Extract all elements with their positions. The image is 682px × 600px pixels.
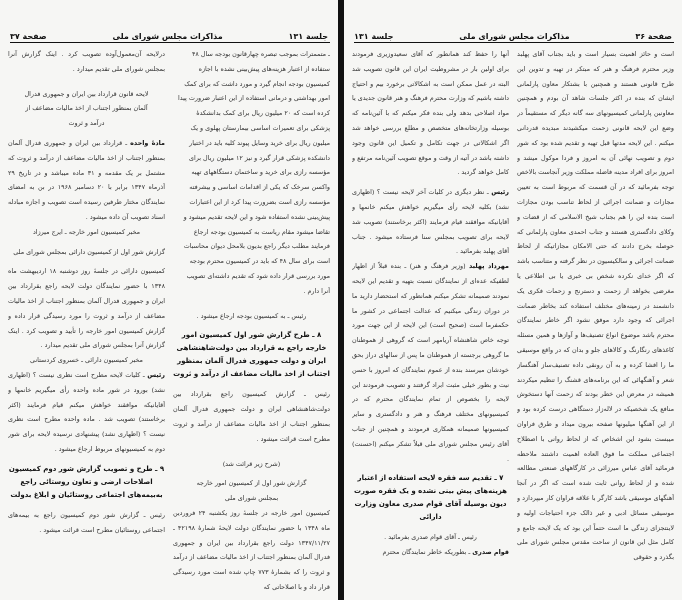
bill-title: درآمد و ثروت <box>68 119 105 128</box>
minister-label: مهرداد پهلبد <box>468 262 509 271</box>
running-head-right <box>354 27 672 41</box>
intro-text: درلایحه آن‌معمول‌آوده تصویب کرد . اینک گزارش آنرا بمجلس شورای ملی تقدیم میدارد . <box>8 50 165 73</box>
right-page <box>344 0 682 600</box>
column-left <box>8 47 165 596</box>
text-line: کمیسیون بودجه انجام گیرد و مورد داشت که برای کمک <box>184 79 330 88</box>
column-right <box>517 47 674 596</box>
text-line: امور بهداشتی و درمانی استفاده از این اعتبار ضرورت پیدا <box>178 94 330 103</box>
page-number: صفحة ۳۷ <box>10 32 47 41</box>
rapporteur-foreign: مخبر کمیسیون امور خارجه ـ ایرج میرزاد <box>32 227 141 236</box>
text-line: میلیون ریال برای خرید وسایل پیوند کلیه باید در اختیار <box>189 138 330 147</box>
text-line: آنرا دارم . <box>303 286 330 295</box>
text-line: کرده است که ۲۰ میلیون ریال برای کمک بدانشکدهٔ <box>196 109 330 118</box>
text-line: پزشکی برای تعمیرات اساسی بیمارستان پهلوی و یک <box>190 123 330 132</box>
running-title: مذاکرات مجلس شورای ملی <box>112 32 223 41</box>
report-body: کمیسیون امور خارجه در جلسهٔ روز یکشنبه ۲۴ فروردین ماه ۱۳۴۸ با حضور نمایندگان دولت لایحهٔ شمارهٔ ۴۲۱۹۸ ـ ۱۳۴۷/۱۱/۲۷ دولت راجع بقرارداد بین ایران و جمهوری فدرال آلمان بمنظور اجتناب از اخذ مالیات مضاعف از درآمد و ثروت را که بشمارهٔ ۷۷۳ چاپ شده است مورد رسیدگی قرار داد و با اصلاحاتی که <box>173 508 330 591</box>
speaker-paragraph <box>352 185 509 259</box>
agenda-item-9-ruling: رئیس ـ گزارش شور دوم کمیسیون راجع به بیمه‌های اجتماعی روستائیان مطرح است قرائت میشود . <box>8 510 165 534</box>
deputy-text: ـ بطوریکه خاطر نمایندگان محترم <box>382 548 471 557</box>
sole-article-text: ـ قرارداد بین ایران و جمهوری فدرال آلمان بمنظور اجتناب از اخذ مالیات مضاعف از درآمد و ثروت که مشتمل بر یک مقدمه و ۳۱ ماده میباشد و در تاریخ ۲۹ آذرماه ۱۳۴۷ برابر با ۲۰ دسامبر ۱۹۶۸ در بن به امضای نمایندگان مختار طرفین رسیده است تصویب و اجازه مبادله اسناد تصویب آن داده میشود . <box>8 138 165 221</box>
speaker-label: رئیس <box>491 188 509 197</box>
speaker-label: رئیس <box>147 370 165 379</box>
left-page <box>0 0 338 600</box>
text-line: تقاضا میشود مقام ریاست به کمیسیون بودجه ارجاع <box>193 227 330 236</box>
finance-report-title: گزارش شور اول از کمیسیون دارائی بمجلس شورای ملی <box>13 247 165 256</box>
text-line: مؤسسه رازی برای خرید و ساختمان دستگاههای تهیه <box>191 168 330 177</box>
column-right <box>173 47 330 596</box>
finance-report-body: کمیسیون دارائی در جلسهٔ روز دوشنبه ۱۸ اردیبهشت ماه ۱۳۴۸ با حضور نمایندگان دولت لایحه راجع بقرارداد بین ایران و جمهوری فدرال آلمان بمنظور اجتناب از اخذ مالیات مضاعف از درآمد و ثروت را مورد رسیدگی قرار داده و گزارش کمیسیون امور خارجه را تأیید و تصویب کرد . اینک گزارش آنرا بمجلس شورای ملی تقدیم میدارد . <box>8 267 165 350</box>
session-number: جلسة ۱۳۱ <box>354 32 394 41</box>
header-rule <box>10 42 330 43</box>
minister-paragraph <box>352 259 509 466</box>
agenda-item-9-heading: ۹ ـ طرح و تصویب گزارش شور دوم کمیسیون اصلاحات ارضی و تعاون روستائی راجع به‌بیمه‌های اجتماعی روستائیان و ابلاغ بدولت <box>8 464 165 499</box>
text-line: دانشکده پزشکی قرار گیرد و نیز ۱۲ میلیون ریال برای <box>188 153 330 162</box>
text-line: واکسن سرخک که یکی از اقدامات اساسی و بیشرفته <box>189 183 330 192</box>
agenda-item-8-heading: ۸ ـ طرح گزارش شور اول کمیسیون امور خارجه راجع به قرارداد بین دولت‌شاهنشاهی ایران و دولت جمهوری فدرال آلمان بمنظور اجتناب از اخذ مالیات مضاعف از درآمد و ثروت <box>173 331 330 379</box>
page-number: صفحة ۳۶ <box>635 32 672 41</box>
minister-text: ـ بنده قبلاً از اظهار لطفیکه عده‌ای از نمایندگان نسبت بتهیه و تقدیم این لایحه نمودند صمیمانه تشکر میکنم همانطور که استحضار دارید ما در دوران زندگی میکنیم که عدالت اجتماعی در کشور ما حکمفرما است (صحیح است) این لایحه از این جهت مورد توجه خاص شاهنشاه آریامهر است که گروهی از هموطنان ما گروهی برجسته از هموطنان ما پس از سالهای دراز بحق خودشان میرسند بنده از عموم نمایندگان که امروز با حسن نیت و بطور خیلی مثبت ابراد گرفتند و تصویب فرمودند این لایحه را بخصوص از تمام نمایندگان محترم که در کمیسیونهای مختلف فرهنگ و هنر و دادگستری و سایر کمیسیونها صمیمانه همکاری فرمودند و همچنین از جناب آقای رئیس مجلس شورای ملی قبلاً تشکر میکنم (احسنت) . <box>352 262 509 463</box>
speaker-text: ـ نظر دیگری در کلیات آخر لایحه نیست ؟ (اظهاری نشد) بکلیه لایحه رأی میگیریم خواهش میکنم خانمها و آقایانیکه موافقند قیام فرمایند (اکثر برخاستند) تصویب شد لایحه برای تصویب بمجلس سنا فرستاده میشود . جناب آقای پهلبد بفرمائید . <box>352 188 509 256</box>
speaker-paragraph <box>8 368 165 457</box>
text-line: ـ متممترات بموجب تبصره چهارقانون بودجه سال ۴۸ <box>191 50 330 58</box>
report-title-addressee: بمجلس شورای ملی <box>224 494 279 503</box>
session-number: جلسة ۱۳۱ <box>288 32 328 41</box>
ruling: رئیس ـ آقای قوام صدری بفرمائید . <box>384 533 477 542</box>
minister-role: (وزیر فرهنگ و هنر) <box>409 262 466 271</box>
ruling-referral: رئیس ـ به کمیسیون بودجه ارجاع میشود . <box>196 311 307 320</box>
agenda-item-7-heading: ۷ ـ تقدیم سه فقره لایحه استفاده از اعتبار هزینه‌های پیش بینی نشده و یک فقره صورت دیون بوسیله آقای قوام صدری معاون وزارت دارائی <box>353 474 508 522</box>
opening-text: آنها را حفظ کند همانطور که آقای سعیدوزیری فرمودند برای اولین بار در مشروطیت ایران این قانون تصویب شد البته در عمل ممکن است به اشکالاتی برخورد بیم و احتیاج داشته باشیم که وزارت محترم فرهنگ و هنر قانون جدیدی یا مواد اصلاحی بدهد ولی بنده فکر میکنم که با آئین‌نامه که بوسیله وزارتخانه‌های متخصص و مطلع بررسی خواهد شد اگر اشکالاتی در جهت تکامل و تکمیل این قانون وجود داشته باشد در آتیه از وقت و موقع تصویب آئین‌نامه مرتفع و کامل خواهد گردید . <box>352 50 509 177</box>
report-title: گزارش شور اول از کمیسیون امور خارجه <box>196 479 307 488</box>
column-left <box>352 47 509 596</box>
bill-title: آلمان بمنظور اجتناب از اخذ مالیات مضاعف از <box>25 104 148 113</box>
agenda-item-8-ruling: رئیس ـ گزارش کمیسیون راجع بقرارداد بین دولت‌شاهنشاهی ایران و دولت جمهوری فدرال آلمان بمنظور اجتناب از اخذ مالیات مضاعف از درآمد و ثروت مطرح است قرائت میشود . <box>173 390 330 443</box>
text-line: مورد بررسی قرار داده شود که تقدیم داشته‌ای تصویب <box>186 271 330 280</box>
header-rule <box>354 42 674 43</box>
sole-article-label: مادهٔ واحده <box>130 138 165 147</box>
running-head-left <box>10 27 328 41</box>
deputy-paragraph <box>352 545 509 560</box>
text-line: ستفاده از اعتبار هزینه‌های پیش‌بینی نشده با اجازه <box>198 64 330 73</box>
deputy-label: قوام صدری <box>472 548 509 557</box>
body-text: است و حائز اهمیت بسیار است و باید بجناب آقای پهلبد وزیر محترم فرهنگ و هنر که مبتکر در تهیه و تدوین این طرح قانونی هستند و همچنین با بشتکار معاون پارلمانی ایشان که بنده در اکثر جلسات شاهد آن بودم و همچنین معاونین پارلمانی کمیسیونهای سه گانه دیگر که مستقیماً در وضع این لایحه قانونی زحمت میکشیدند مبدیده قدردانی میکنم . این لایحه مدتها قبل تهیه و تقدیم شده بود که شور دوم و تصویب نهائی آن به امروز و فردا موکول میشد و امروز برای افراد مدینه فاضله مملکت وزیر آنجاست بالاخص توجه بفرمائید که در آن قسمت که مربوط است به تعیین مجازات و ضمانت اجرائی از لحاظ تناسب بودن مجازات است بنده این را هم بجناب شیخ الاسلامی که از قضات و وکلای دادگستری هستند و جناب احمدی معاون پارلمانی که حوصله بخرج دادند که حتی الامکان مجازاتیکه از لحاظ ضمانت اجرائی و سالکیسیون در نظر گرفته و متناسب باشد که اگر خدای نکرده شخص بی خبری یا بی اطلاعی یا مغرضی بخواهد از زحمت و دسترنج و زحمات فکری یک دانشمند در زمینه‌های مختلف استفاده کند بخاطر ضمانت اجرائی که وجود دارد موفق نشود اگر خاطر نمایندگان محترم باشد موضوع انواع تصنیف‌ها و آوازها و همین مسئله کاغذهای رنگارنگ و کالاهای جلو و بدان که در واقع موسیقی ما را افشا کرده و به آن رونقی داده تصنیف‌ساز آهنگساز شعر و آهنگهائی که این برنامه‌های قشنگ را تنظیم میکردند همیشه در معرض این خطر بودند که زحمت آنها دستخوش منافع یک شخصیکه در لاله‌زار دستگاهی درست کرده بود و از این آهنگها میلیونها صفحه بیرون میداد و طرق فراوان میبست بشود این اشخاص که از لحاظ روانی با اصطلاح اجتماعی مملکت ما فوق العاده اهمیت داشتند ملاحظه فرمائید آقای عباس میرزائی در کارگاههای صنعتی مطالعه شده و از لحاظ روانی ثابت شده است که اگر در آنجا آهنگهای موسیقی باشد کارگر با علاقه فراوان کار میپردازد و موسیقی مسائل ادبی و غیر ذالک جزء احتیاجات اولیه و لاینتجزای زندگی ما است حتماً این بود که یک لایحه جامع و کامل مثل این قانون از ساحت مقدس مجلس شورای ملی بگذرد و حقوقی <box>517 50 674 562</box>
text-line: فرمایند مطلب دیگر راجع بدیون بلامحل دیوان محاسبات <box>183 242 330 251</box>
text-line: است برای سال ۴۸ که باید در کمیسیون محترم بودجه <box>189 257 330 266</box>
text-line: مؤسسه رازی است بضرورت پیدا کرد از این اعتبارات <box>189 197 330 206</box>
bill-title: لایحه قانون قرارداد بین ایران و جمهوری فدرال <box>24 89 149 98</box>
sole-article <box>8 136 165 225</box>
text-line: پیش‌بینی نشده استفاده شود و این لایحه تقدیم میشود و <box>183 212 330 221</box>
rapporteur-finance: مخبر کمیسیون دارائی ـ خسروی کردستانی <box>30 356 143 365</box>
running-title: مذاکرات مجلس شورای ملی <box>459 32 570 41</box>
read-note: (شرح زیر قرائت شد) <box>222 459 281 468</box>
speaker-text: ـ کلیات لایحه مطرح است نظری نیست ؟ (اظهاری نشد) بورود در شور ماده واحده رأی میگیریم خانمها و آقایانیکه موافقند خواهش میکنم قیام فرمایند (اکثر برخاستند) تصویب شد . ماده واحده مطرح است نظری نیست ؟ (اظهاری نشد) پیشنهادی نرسیده لایحه برای شور دوم به کمیسیونهای مربوط ارجاع میشود . <box>8 370 165 453</box>
